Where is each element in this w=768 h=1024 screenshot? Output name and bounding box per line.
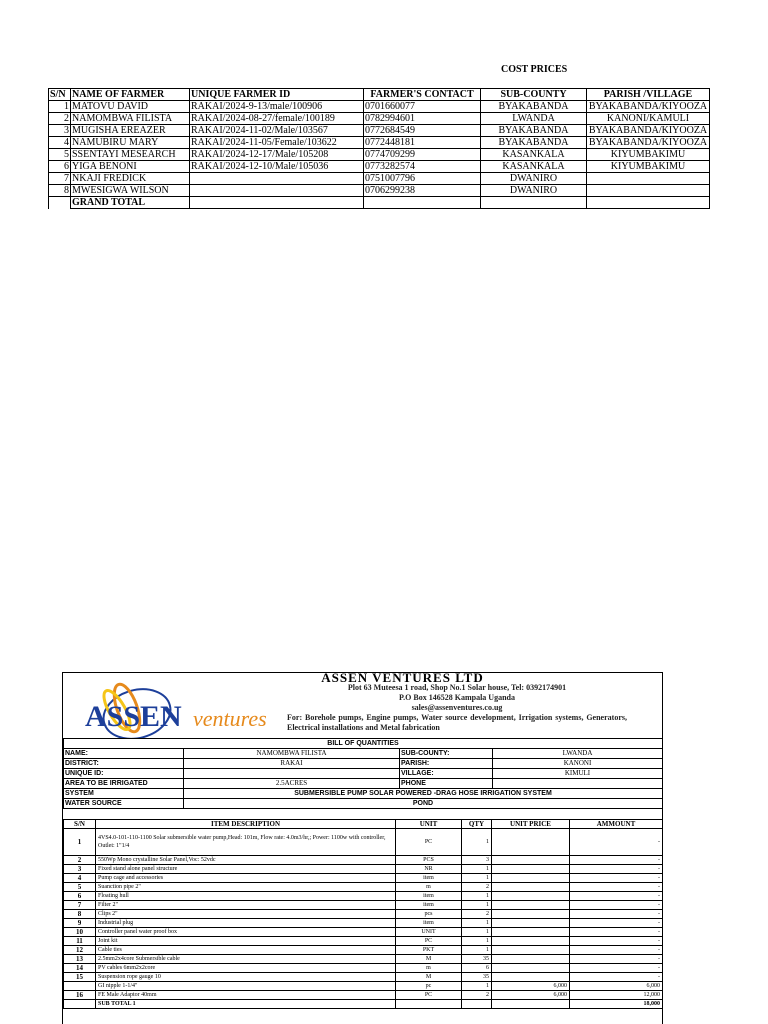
item-sn: 6 — [64, 892, 96, 901]
header-name: NAME OF FARMER — [71, 89, 190, 101]
item-sn: 10 — [64, 928, 96, 937]
water-source-value: POND — [184, 799, 663, 809]
table-row — [49, 185, 710, 197]
info-label: PHONE — [400, 779, 493, 789]
item-row — [64, 892, 663, 901]
farmer-id: RAKAI/2024-9-13/male/100906 — [190, 101, 364, 113]
farmer-parish: KIYUMBAKIMU — [587, 161, 710, 173]
item-qty: 1 — [462, 892, 492, 901]
item-unit-price — [492, 883, 570, 892]
table-row — [49, 161, 710, 173]
item-row — [64, 928, 663, 937]
company-pobox: P.O Box 146528 Kampala Uganda — [399, 693, 515, 702]
info-value — [493, 779, 663, 789]
farmer-name: NAMOMBWA FILISTA — [71, 113, 190, 125]
bill-title-row — [64, 739, 663, 749]
farmer-id: RAKAI/2024-11-02/Male/103567 — [190, 125, 364, 137]
water-source-row — [64, 799, 663, 809]
info-value: KIMULI — [493, 769, 663, 779]
item-row — [64, 973, 663, 982]
item-qty: 1 — [462, 982, 492, 991]
farmer-id: RAKAI/2024-12-17/Male/105208 — [190, 149, 364, 161]
info-value — [184, 769, 400, 779]
table-row — [49, 173, 710, 185]
item-qty: 35 — [462, 955, 492, 964]
item-sn: 13 — [64, 955, 96, 964]
item-unit: PKT — [396, 946, 462, 955]
table-row — [49, 113, 710, 125]
item-description: Industrial plug — [96, 919, 396, 928]
row-sn: 5 — [49, 149, 71, 161]
farmer-subcounty: DWANIRO — [481, 173, 587, 185]
items-header-amount: AMMOUNT — [570, 820, 663, 829]
item-sn: 5 — [64, 883, 96, 892]
logo-text-ventures: ventures — [193, 706, 267, 731]
item-unit-price — [492, 829, 570, 856]
item-amount: 12,000 — [570, 991, 663, 1000]
farmer-subcounty: KASANKALA — [481, 161, 587, 173]
farmer-id: RAKAI/2024-12-10/Male/105036 — [190, 161, 364, 173]
item-description: 2.5mm2x4core Submersible cable — [96, 955, 396, 964]
item-description: Suspension rope gauge 10 — [96, 973, 396, 982]
item-amount: - — [570, 901, 663, 910]
info-value: RAKAI — [184, 759, 400, 769]
item-qty: 2 — [462, 910, 492, 919]
item-amount: - — [570, 910, 663, 919]
row-sn: 8 — [49, 185, 71, 197]
item-unit: PC — [396, 829, 462, 856]
item-qty: 1 — [462, 937, 492, 946]
system-value: SUBMERSIBLE PUMP SOLAR POWERED -DRAG HOSE IRRIGATION SYSTEM — [184, 789, 663, 799]
header-subcounty: SUB-COUNTY — [481, 89, 587, 101]
info-row — [64, 779, 663, 789]
item-description: Filter 2" — [96, 901, 396, 910]
farmer-name: NAMUBIRU MARY — [71, 137, 190, 149]
farmer-contact: 0774709299 — [364, 149, 481, 161]
item-row — [64, 946, 663, 955]
farmer-contact: 0706299238 — [364, 185, 481, 197]
company-address: Plot 63 Muteesa 1 road, Shop No.1 Solar house, Tel: 0392174901 — [347, 683, 567, 692]
farmer-subcounty: BYAKABANDA — [481, 137, 587, 149]
item-unit-price — [492, 937, 570, 946]
item-amount: - — [570, 829, 663, 856]
item-qty: 2 — [462, 991, 492, 1000]
row-sn: 7 — [49, 173, 71, 185]
items-table — [63, 819, 663, 1009]
item-unit: item — [396, 892, 462, 901]
item-unit: PC — [396, 937, 462, 946]
farmer-contact: 0701660077 — [364, 101, 481, 113]
header-parish: PARISH /VILLAGE — [587, 89, 710, 101]
items-header-unit: UNIT — [396, 820, 462, 829]
sheet-title: COST PRICES — [501, 64, 568, 75]
item-unit: m — [396, 883, 462, 892]
farmer-subcounty: BYAKABANDA — [481, 101, 587, 113]
item-sn: 11 — [64, 937, 96, 946]
item-qty: 3 — [462, 856, 492, 865]
item-qty: 1 — [462, 865, 492, 874]
item-unit-price — [492, 865, 570, 874]
farmer-subcounty: DWANIRO — [481, 185, 587, 197]
system-label: SYSTEM — [64, 789, 184, 799]
farmer-name: YIGA BENONI — [71, 161, 190, 173]
item-unit-price: 6,000 — [492, 991, 570, 1000]
items-header-unit-price: UNIT PRICE — [492, 820, 570, 829]
row-sn: 2 — [49, 113, 71, 125]
info-label: UNIQUE ID: — [64, 769, 184, 779]
client-info-table — [63, 738, 663, 809]
farmer-subcounty: BYAKABANDA — [481, 125, 587, 137]
item-sn: 14 — [64, 964, 96, 973]
subtotal-label: SUB TOTAL 1 — [96, 1000, 396, 1009]
item-sn: 4 — [64, 874, 96, 883]
item-amount: 6,000 — [570, 982, 663, 991]
items-header-sn: S/N — [64, 820, 96, 829]
table-row — [49, 149, 710, 161]
item-unit-price — [492, 856, 570, 865]
header-id: UNIQUE FARMER ID — [190, 89, 364, 101]
item-row — [64, 982, 663, 991]
farmer-parish: KIYUMBAKIMU — [587, 149, 710, 161]
info-row — [64, 759, 663, 769]
item-sn: 16 — [64, 991, 96, 1000]
item-qty: 1 — [462, 919, 492, 928]
item-unit-price — [492, 919, 570, 928]
header-contact: FARMER'S CONTACT — [364, 89, 481, 101]
item-unit-price — [492, 910, 570, 919]
item-amount: - — [570, 856, 663, 865]
info-label: AREA TO BE IRRIGATED — [64, 779, 184, 789]
table-row — [49, 125, 710, 137]
farmer-contact: 0772684549 — [364, 125, 481, 137]
item-qty: 1 — [462, 901, 492, 910]
item-sn: 1 — [64, 829, 96, 856]
item-description: Pump cage and accessories — [96, 874, 396, 883]
logo-text-assen: ASSEN — [85, 700, 182, 733]
item-row — [64, 910, 663, 919]
item-description: FE Male Adaptor 40mm — [96, 991, 396, 1000]
table-row — [49, 137, 710, 149]
item-unit: m — [396, 964, 462, 973]
farmer-name: NKAJI FREDICK — [71, 173, 190, 185]
bill-title: BILL OF QUANTITIES — [64, 739, 663, 749]
farmers-header-row — [49, 89, 710, 101]
item-unit: NR — [396, 865, 462, 874]
farmer-parish: KANONI/KAMULI — [587, 113, 710, 125]
farmer-id: RAKAI/2024-11-05/Female/103622 — [190, 137, 364, 149]
item-description: PV cables 6mm2x2core — [96, 964, 396, 973]
info-label: VILLAGE: — [400, 769, 493, 779]
item-unit: PCS — [396, 856, 462, 865]
company-name: ASSEN VENTURES LTD — [321, 672, 484, 685]
farmer-parish — [587, 185, 710, 197]
item-unit-price — [492, 955, 570, 964]
item-unit-price — [492, 874, 570, 883]
farmers-table — [48, 88, 710, 209]
row-sn: 4 — [49, 137, 71, 149]
item-sn — [64, 982, 96, 991]
info-label: SUB-COUNTY: — [400, 749, 493, 759]
info-label: NAME: — [64, 749, 184, 759]
item-amount: - — [570, 883, 663, 892]
item-unit-price — [492, 964, 570, 973]
farmer-parish: BYAKABANDA/KIYOOZA — [587, 125, 710, 137]
item-description: Cable ties — [96, 946, 396, 955]
item-unit-price — [492, 928, 570, 937]
item-unit: item — [396, 901, 462, 910]
items-header-row — [64, 820, 663, 829]
item-unit: M — [396, 955, 462, 964]
item-row — [64, 856, 663, 865]
item-amount: - — [570, 865, 663, 874]
farmer-id: RAKAI/2024-08-27/female/100189 — [190, 113, 364, 125]
company-email: sales@assenventures.co.ug — [411, 703, 503, 712]
item-row — [64, 865, 663, 874]
farmer-name: MUGISHA EREAZER — [71, 125, 190, 137]
item-sn: 3 — [64, 865, 96, 874]
item-unit: UNIT — [396, 928, 462, 937]
item-amount: - — [570, 928, 663, 937]
item-unit: item — [396, 919, 462, 928]
item-amount: - — [570, 892, 663, 901]
company-services: For: Borehole pumps, Engine pumps, Water source development, Irrigation systems, Generators, Electrical installations and Metal fabrication — [287, 713, 627, 732]
item-unit-price — [492, 892, 570, 901]
header-sn: S/N — [49, 89, 71, 101]
item-unit: item — [396, 874, 462, 883]
farmer-contact: 0772448181 — [364, 137, 481, 149]
item-unit-price — [492, 946, 570, 955]
item-unit-price: 6,000 — [492, 982, 570, 991]
farmer-id — [190, 173, 364, 185]
item-sn: 7 — [64, 901, 96, 910]
item-qty: 1 — [462, 829, 492, 856]
item-unit: M — [396, 973, 462, 982]
item-unit-price — [492, 901, 570, 910]
item-unit: pcs — [396, 910, 462, 919]
item-description: Joint kit — [96, 937, 396, 946]
info-value: NAMOMBWA FILISTA — [184, 749, 400, 759]
farmer-contact: 0782994601 — [364, 113, 481, 125]
item-row — [64, 883, 663, 892]
item-amount: - — [570, 919, 663, 928]
farmer-name: MWESIGWA WILSON — [71, 185, 190, 197]
item-qty: 2 — [462, 883, 492, 892]
farmer-name: SSENTAYI MESEARCH — [71, 149, 190, 161]
item-sn: 15 — [64, 973, 96, 982]
info-value: 2.5ACRES — [184, 779, 400, 789]
item-amount: - — [570, 973, 663, 982]
item-description: Suanction pipe 2" — [96, 883, 396, 892]
item-amount: - — [570, 964, 663, 973]
item-row — [64, 991, 663, 1000]
item-description: Fixed stand alone panel structure — [96, 865, 396, 874]
farmer-parish: BYAKABANDA/KIYOOZA — [587, 101, 710, 113]
item-row — [64, 955, 663, 964]
system-row — [64, 789, 663, 799]
info-value: KANONI — [493, 759, 663, 769]
info-value: LWANDA — [493, 749, 663, 759]
item-description: Floating hull — [96, 892, 396, 901]
item-unit-price — [492, 973, 570, 982]
item-amount: - — [570, 955, 663, 964]
bill-of-quantities — [62, 672, 663, 1024]
info-label: DISTRICT: — [64, 759, 184, 769]
subtotal-row — [64, 1000, 663, 1009]
item-row — [64, 937, 663, 946]
item-qty: 6 — [462, 964, 492, 973]
item-sn: 12 — [64, 946, 96, 955]
farmer-contact: 0773282574 — [364, 161, 481, 173]
item-row — [64, 919, 663, 928]
items-header-description: ITEM DESCRIPTION — [96, 820, 396, 829]
grand-total-row — [49, 197, 710, 209]
item-row — [64, 964, 663, 973]
info-label: PARISH: — [400, 759, 493, 769]
table-row — [49, 101, 710, 113]
item-qty: 1 — [462, 874, 492, 883]
items-header-qty: QTY — [462, 820, 492, 829]
item-description: 550Wp Mono crystalline Solar Panel,Voc: 52vdc — [96, 856, 396, 865]
item-qty: 1 — [462, 928, 492, 937]
item-sn: 8 — [64, 910, 96, 919]
row-sn: 6 — [49, 161, 71, 173]
item-description: GI nipple 1-1/4" — [96, 982, 396, 991]
subtotal-value: 18,000 — [570, 1000, 663, 1009]
farmer-parish — [587, 173, 710, 185]
item-description: Clips 2" — [96, 910, 396, 919]
item-amount: - — [570, 874, 663, 883]
company-logo — [79, 678, 289, 738]
item-row — [64, 829, 663, 856]
row-sn: 3 — [49, 125, 71, 137]
farmer-subcounty: LWANDA — [481, 113, 587, 125]
item-qty: 35 — [462, 973, 492, 982]
info-row — [64, 749, 663, 759]
item-amount: - — [570, 946, 663, 955]
item-unit: PC — [396, 991, 462, 1000]
item-sn: 2 — [64, 856, 96, 865]
farmer-parish: BYAKABANDA/KIYOOZA — [587, 137, 710, 149]
item-description: Controller panel water proof box — [96, 928, 396, 937]
item-description: 4VS4.0-101-110-1100 Solar submersible water pump,Head: 101m, Flow rate: 4.0m3/hr,; Power: 1100w with controller, Outlet: 1"1/4 — [96, 829, 396, 856]
grand-total-label: GRAND TOTAL — [71, 197, 190, 209]
item-unit: pc — [396, 982, 462, 991]
row-sn: 1 — [49, 101, 71, 113]
farmer-subcounty: KASANKALA — [481, 149, 587, 161]
item-amount: - — [570, 937, 663, 946]
item-row — [64, 901, 663, 910]
farmer-id — [190, 185, 364, 197]
company-contact-block — [287, 683, 627, 733]
farmer-name: MATOVU DAVID — [71, 101, 190, 113]
water-source-label: WATER SOURCE — [64, 799, 184, 809]
info-row — [64, 769, 663, 779]
item-qty: 1 — [462, 946, 492, 955]
farmer-contact: 0751007796 — [364, 173, 481, 185]
item-sn: 9 — [64, 919, 96, 928]
item-row — [64, 874, 663, 883]
